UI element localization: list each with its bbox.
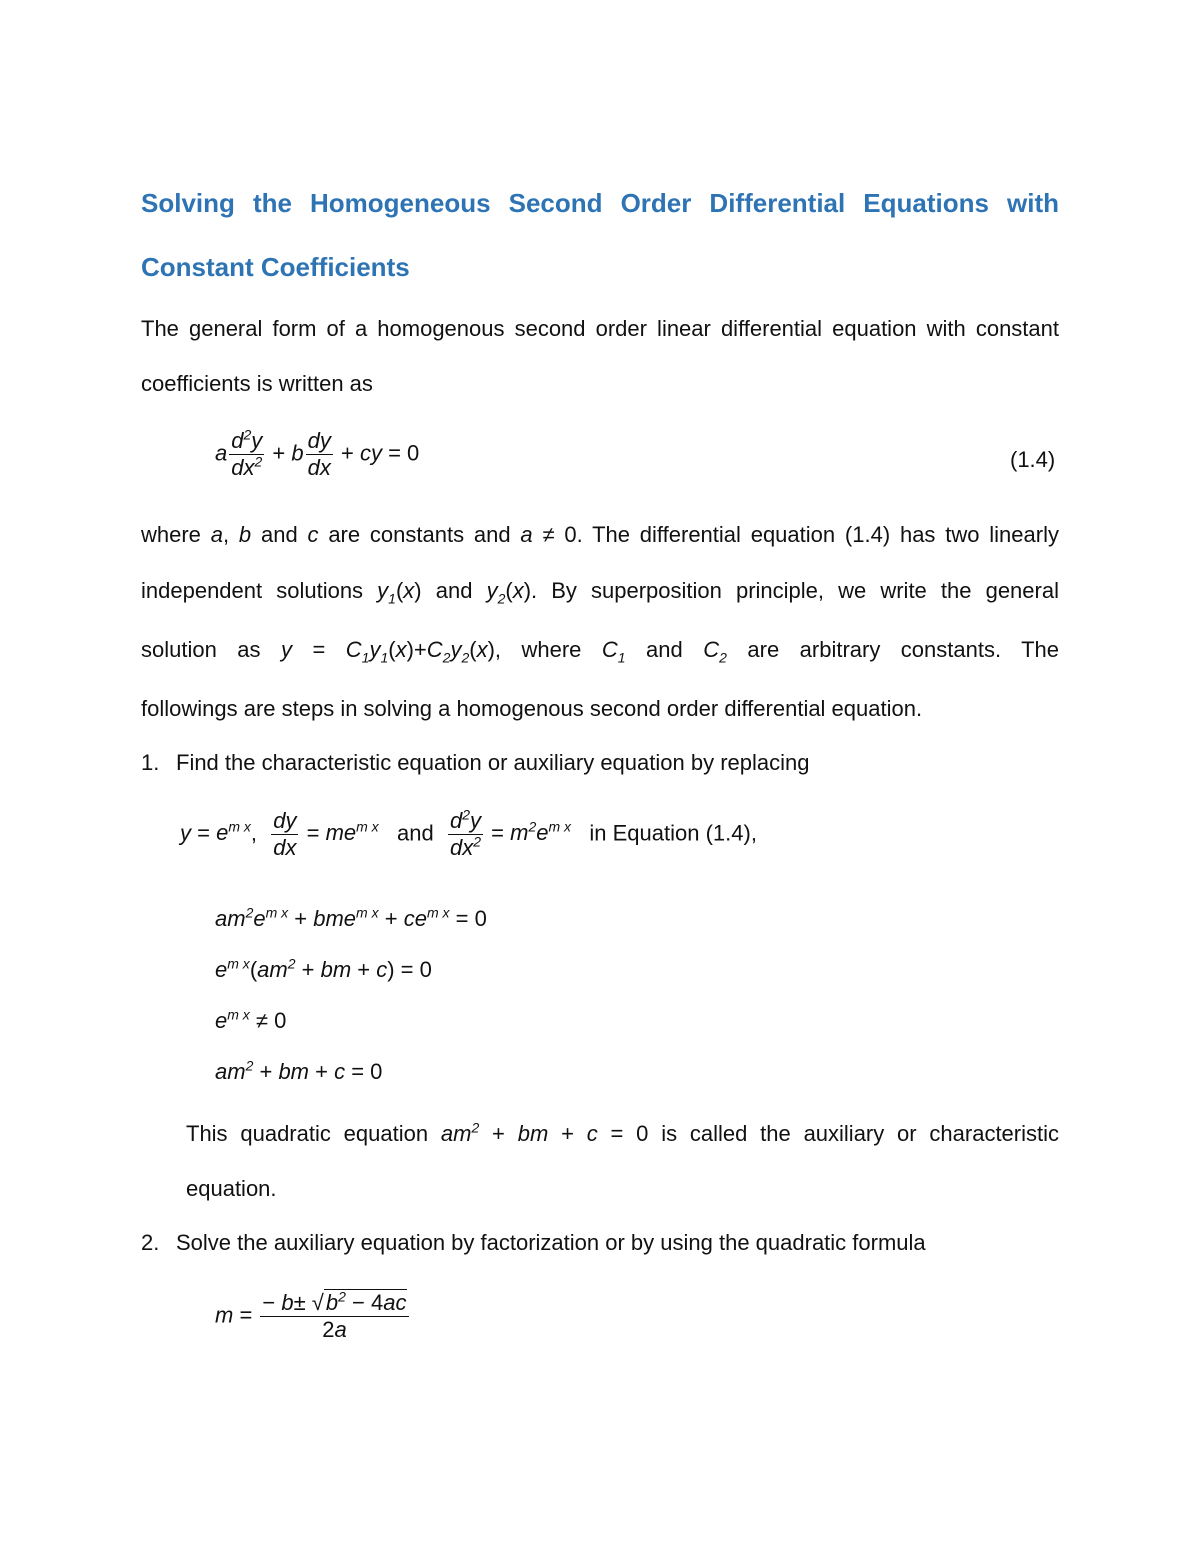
derivation-line-2: $e^{m x}(am^2$ + bm + c) = 0	[215, 955, 432, 982]
step-2-text: Solve the auxiliary equation by factorization or by using the quadratic formula	[176, 1230, 926, 1255]
derivation-line-4: $am^2$ + bm + c = 0	[215, 1057, 383, 1084]
step-1-number: 1.	[141, 750, 160, 775]
substitution-line: $y = e^{m x}$, $\frac{dy}{dx}$ = $me^{m x}$ and $\frac{d^2y}{dx^2}$ = $m^2e^{m x}$ in Equation (1.4),	[180, 806, 757, 860]
page-title-line-2: Constant Coefficients	[141, 252, 410, 282]
quadratic-note-line-1: This quadratic equation $am^2$ + bm + c = 0 is called the auxiliary or characteristic	[186, 1119, 1060, 1146]
intro-line-1: The general form of a homogenous second order linear differential equation with constant	[141, 316, 1059, 341]
derivation-line-3: $e^{m x} \ne 0$	[215, 1006, 287, 1033]
para2-line-3: solution as $y = C_1y_1(x)+C_2y_2(x)$, where $C_1$ and $C_2$ are arbitrary constants. The	[141, 637, 1060, 666]
derivation-line-1: $am^2e^{m x} + bme^{m x} + ce^{m x} = 0$	[215, 904, 487, 931]
step-2-number: 2.	[141, 1230, 160, 1255]
intro-line-2: coefficients is written as	[141, 371, 373, 396]
equation-1-4: a $\frac{d^2y}{dx^2}$ + b $\frac{dy}{dx}$ + cy = 0	[215, 426, 420, 480]
para2-line-1: where a, b and c are constants and a ≠ 0. The differential equation (1.4) has two linearly	[141, 522, 1059, 547]
page-title-line-1: Solving the Homogeneous Second Order Differential Equations with	[141, 188, 1059, 218]
para2-line-4: followings are steps in solving a homogenous second order differential equation.	[141, 696, 923, 721]
para2-line-2: independent solutions $y_1(x)$ and $y_2(x)$. By superposition principle, we write the general	[141, 578, 1059, 607]
step-1-text: Find the characteristic equation or auxiliary equation by replacing	[176, 750, 810, 775]
equation-label: (1.4)	[1010, 447, 1056, 472]
quadratic-formula: m = $\frac{- b\pm √b^2 - 4ac}{2a}$	[215, 1288, 407, 1342]
quadratic-note-line-2: equation.	[186, 1176, 277, 1201]
